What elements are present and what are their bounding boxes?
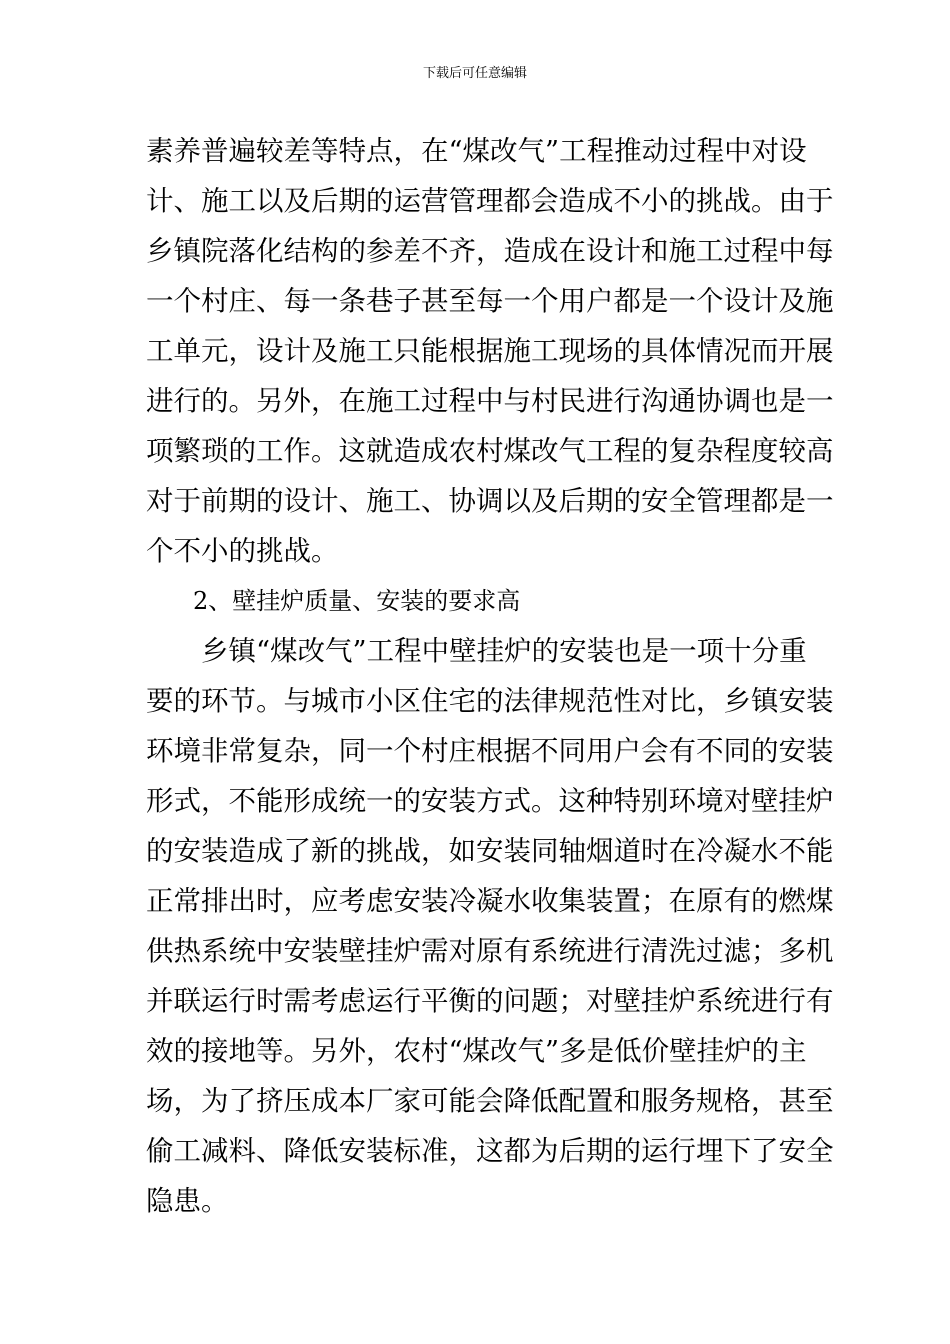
paragraph-line: 乡镇院落化结构的参差不齐，造成在设计和施工过程中每 <box>146 235 834 267</box>
paragraph-line: 一个村庄、每一条巷子甚至每一个用户都是一个设计及施 <box>146 285 834 317</box>
paragraph-line: 项繁琐的工作。这就造成农村煤改气工程的复杂程度较高 <box>146 435 834 467</box>
paragraph-line: 计、施工以及后期的运营管理都会造成不小的挑战。由于 <box>146 185 834 217</box>
document-body <box>146 126 834 1226</box>
paragraph-line: 效的接地等。另外，农村“煤改气”多是低价壁挂炉的主 <box>146 1035 807 1067</box>
paragraph-line: 的安装造成了新的挑战，如安装同轴烟道时在冷凝水不能 <box>146 835 834 867</box>
paragraph-line: 素养普遍较差等特点，在“煤改气”工程推动过程中对设 <box>146 135 807 167</box>
paragraph-line: 个不小的挑战。 <box>146 535 339 567</box>
paragraph-line: 形式，不能形成统一的安装方式。这种特别环境对壁挂炉 <box>146 785 834 817</box>
paragraph-line: 对于前期的设计、施工、协调以及后期的安全管理都是一 <box>146 485 834 517</box>
paragraph-line: 环境非常复杂，同一个村庄根据不同用户会有不同的安装 <box>146 735 834 767</box>
paragraph-line: 偷工减料、降低安装标准，这都为后期的运行埋下了安全 <box>146 1135 834 1167</box>
paragraph-line: 隐患。 <box>146 1185 229 1217</box>
paragraph-line: 要的环节。与城市小区住宅的法律规范性对比，乡镇安装 <box>146 685 834 717</box>
paragraph-line: 工单元，设计及施工只能根据施工现场的具体情况而开展 <box>146 335 834 367</box>
paragraph-line: 场，为了挤压成本厂家可能会降低配置和服务规格，甚至 <box>146 1085 834 1117</box>
paragraph-line: 并联运行时需考虑运行平衡的问题；对壁挂炉系统进行有 <box>146 985 834 1017</box>
paragraph-line: 乡镇“煤改气”工程中壁挂炉的安装也是一项十分重 <box>201 635 807 667</box>
paragraph-line: 进行的。另外，在施工过程中与村民进行沟通协调也是一 <box>146 385 834 417</box>
page-header: 下载后可任意编辑 <box>422 66 527 81</box>
paragraph-line: 供热系统中安装壁挂炉需对原有系统进行清洗过滤；多机 <box>146 935 834 967</box>
section-heading: 2、壁挂炉质量、安装的要求高 <box>193 587 521 615</box>
paragraph-line: 正常排出时，应考虑安装冷凝水收集装置；在原有的燃煤 <box>146 885 834 917</box>
